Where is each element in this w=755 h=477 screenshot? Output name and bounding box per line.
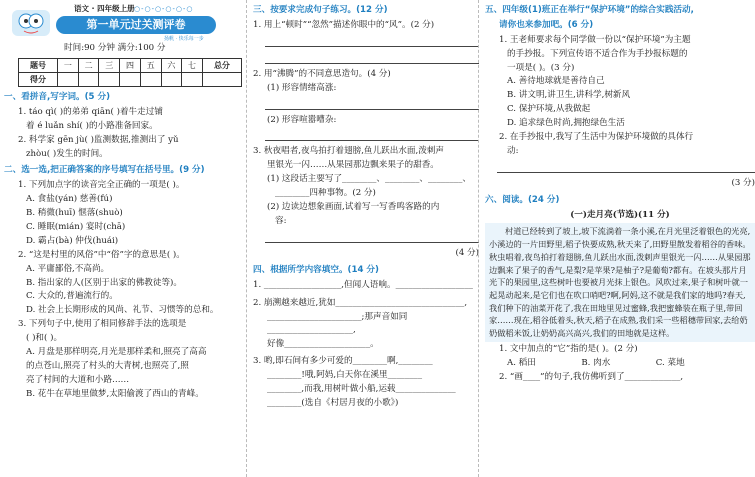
- decorative-dots: ○-○-○-○-○-○: [134, 5, 194, 13]
- score-note: (4 分): [455, 247, 479, 258]
- column-middle: [246, 0, 479, 477]
- table-cell: 四: [120, 59, 141, 73]
- table-cell: 五: [140, 59, 161, 73]
- score-table: [18, 58, 242, 87]
- question-text: 好像____________________。: [267, 339, 379, 350]
- question-text: zhòu( )发生的时间。: [26, 148, 108, 159]
- question-text: (2) 边读边想象画面,试着写一写香鸣客路的内: [267, 202, 440, 213]
- option-text: D. 社会上长期形成的风尚、礼节、习惯等的总和。: [26, 305, 219, 316]
- question-text: 1. 文中加点的“它”指的是( )。(2 分): [499, 343, 638, 354]
- answer-line[interactable]: [265, 97, 479, 110]
- question-text: 3. 哟,即石间有多少可爱的________啊,________: [253, 356, 433, 367]
- score-cell[interactable]: [202, 73, 241, 87]
- passage-title: (一)走月亮(节选)(11 分): [570, 209, 670, 220]
- time-score-info: 时间:90 分钟 满分:100 分: [64, 43, 166, 53]
- question-text: 着 é luǎn shí( )的小路准备回家。: [26, 120, 158, 131]
- option-text: A. 食盐(yán) 慈善(fú): [26, 194, 113, 205]
- options-row: [485, 357, 755, 370]
- question-text: 1. __________________,但闻人语响。__________________: [253, 279, 473, 290]
- question-text: 2. “这是村里的风俗”中“俗”字的意思是( )。: [18, 249, 185, 260]
- question-text: ________(选自《村居月夜的小歌》): [267, 397, 399, 408]
- option-text: C. 保护环境,从我做起: [507, 104, 591, 115]
- question-text: ( )和( )。: [26, 333, 63, 344]
- slogan-text: 扬帆 · 快乐每一步: [164, 36, 204, 42]
- score-cell[interactable]: [78, 73, 99, 87]
- score-note: (3 分): [731, 177, 755, 188]
- question-text: 1. 用上“顿时”“忽然”描述你眼中的“风”。(2 分): [253, 19, 435, 30]
- option-text: B. 指出家的人(区别于出家的佛教徒等)。: [26, 277, 182, 288]
- subject-label: 语文 · 四年级上册: [74, 4, 135, 13]
- option-text: 的点苍山,照亮了村头的大青树,也照亮了,照: [26, 360, 189, 371]
- table-cell: 三: [99, 59, 120, 73]
- answer-line[interactable]: [265, 51, 479, 64]
- question-text: ______________________;那声音如同____________________,: [267, 312, 408, 336]
- question-text: 2. 崩溯越来越近,犹如______________________________,: [253, 298, 468, 309]
- question-text: ________!哦,阿妈,白天你在溪里________: [267, 369, 423, 380]
- option-text: A. 月盘是那样明亮,月光是那样柔和,照亮了高高: [26, 347, 207, 358]
- option-text: B. 讲文明,讲卫生,讲科学,树新风: [507, 90, 631, 101]
- option-text: A. 平庸鄙俗,不高尚。: [26, 263, 110, 274]
- table-cell: 二: [78, 59, 99, 73]
- table-cell: 题号: [19, 59, 58, 73]
- question-text: 3. 下列句子中,使用了相同修辞手法的选项是: [18, 319, 187, 330]
- worksheet-title: 第一单元过关测评卷: [56, 16, 216, 34]
- option-text: D. 追求绿色时尚,拥抱绿色生活: [507, 118, 625, 129]
- section-title: 二、选一选,把正确答案的序号填写在括号里。(9 分): [4, 165, 205, 176]
- option-text: A. 稻田: [507, 357, 536, 368]
- section-title: 请你也来参加吧。(6 分): [499, 19, 594, 30]
- section-title: 三、按要求完成句子练习。(12 分): [253, 5, 388, 15]
- question-text: 2. 在手抄报中,我写了生活中为保护环境做的具体行: [499, 132, 694, 143]
- question-text: 1. táo qì( )的弟弟 qiān( )着牛走过铺: [18, 106, 163, 117]
- question-text: (1) 这段话主要写了________、________、________、: [267, 174, 471, 185]
- question-text: 1. 下列加点字的读音完全正确的一项是( )。: [18, 180, 185, 191]
- table-cell: 六: [161, 59, 182, 73]
- score-table-row: [19, 73, 242, 87]
- question-text: 容:: [275, 215, 287, 226]
- option-text: B. 稍微(huī) 惬落(shuò): [26, 208, 123, 219]
- question-text: ________,而我,用树叶做小船,运载______________: [267, 383, 456, 394]
- question-text: 2. 用“沸腾”的不同意思造句。(4 分): [253, 68, 391, 79]
- question-text: (2) 形容喧嚣嘈杂:: [267, 114, 337, 125]
- answer-line[interactable]: [265, 34, 479, 47]
- score-cell[interactable]: [140, 73, 161, 87]
- table-cell: 得分: [19, 73, 58, 87]
- section-title: 四、根据所学内容填空。(14 分): [253, 264, 379, 275]
- option-text: C. 大众的,普遍流行的。: [26, 291, 118, 302]
- answer-line[interactable]: [497, 160, 755, 173]
- score-cell[interactable]: [182, 73, 203, 87]
- question-text: (1) 形容情绪高涨:: [267, 82, 337, 93]
- question-text: ________四种事物。(2 分): [275, 188, 376, 199]
- cartoon-mascot-icon: [10, 6, 52, 40]
- score-cell[interactable]: [58, 73, 79, 87]
- score-table-header-row: [19, 59, 242, 73]
- option-text: C. 菜地: [655, 357, 685, 368]
- answer-line[interactable]: [265, 128, 479, 141]
- worksheet-header: [4, 0, 242, 58]
- reading-passage: 村道已经转到了坡上,坡下流淌着一条小溪,在月光里泛着银色的光亮,小溪边的一片田野里,稻子快要成熟,秋天来了,田野里散发着稻谷的香味。秋虫唱着,夜鸟拍打着翅膀,鱼儿跃出水面,泼刺声里银光一闪……从果园那边飘来了果子的香气,是梨?是苹果?是柚子?是葡萄?都有。在坡头那片月光下的果园里,这些树叶也要被月光抹上银色。风吹过来,果子和树叶就一起晃动起来,是它们也在吹口哨吧?啊,阿妈,这不就是我们家的地吗?春天,我们种下的油菜开花了,我在田地里见过蜜蜂,我把蜜蜂装在瓶子里,带回家……现在,稻谷低着头,秋天,稻子在成熟,我们采一些稻穗带回家,去给奶奶做稻米饭,让奶奶高兴高兴,我们的田地就是这样。: [485, 223, 755, 341]
- question-text: 动:: [507, 145, 519, 156]
- question-text: 2. “画____”的句子,我仿佛听到了_____________,: [499, 371, 684, 382]
- section-title: 五、四年级(1)班正在举行“保护环境”的综合实践活动,: [485, 5, 694, 15]
- section-title: 一、看拼音,写字词。(5 分): [4, 92, 111, 102]
- question-text: 的手抄报。下列宣传语不适合作为手抄报标题的: [507, 48, 688, 59]
- answer-line[interactable]: [265, 230, 479, 243]
- table-cell: 一: [58, 59, 79, 73]
- question-text: 2. 科学家 gēn jù( )监测数据,推测出了 yǔ: [18, 134, 179, 145]
- score-cell[interactable]: [161, 73, 182, 87]
- question-text: 3. 秋夜唱者,夜鸟拍打着翅膀,鱼儿跃出水面,泼刺声: [253, 146, 445, 157]
- column-left: [4, 0, 242, 477]
- score-cell[interactable]: [99, 73, 120, 87]
- option-text: 亮了村间的大道和小路……: [26, 374, 130, 385]
- option-text: B. 肉水: [581, 357, 611, 368]
- question-text: 里银光一闪……从果园那边飘来果子的甜香。: [267, 160, 439, 171]
- section-title: 六、阅读。(24 分): [485, 194, 560, 205]
- option-text: A. 善待地球就是善待自己: [507, 76, 605, 87]
- option-text: B. 花牛在草地里做梦,太阳偷渡了西山的青峰。: [26, 388, 204, 399]
- score-cell[interactable]: [120, 73, 141, 87]
- option-text: D. 霸占(bà) 仲伐(huái): [26, 235, 119, 246]
- table-cell: 七: [182, 59, 203, 73]
- option-text: C. 睡眠(mián) 宴时(chā): [26, 222, 126, 233]
- table-cell: 总分: [202, 59, 241, 73]
- column-right: [478, 0, 755, 477]
- question-text: 一项是( )。(3 分): [507, 62, 575, 73]
- question-text: 1. 王老师要求每个同学做一份以“保护环境”为主题: [499, 34, 691, 45]
